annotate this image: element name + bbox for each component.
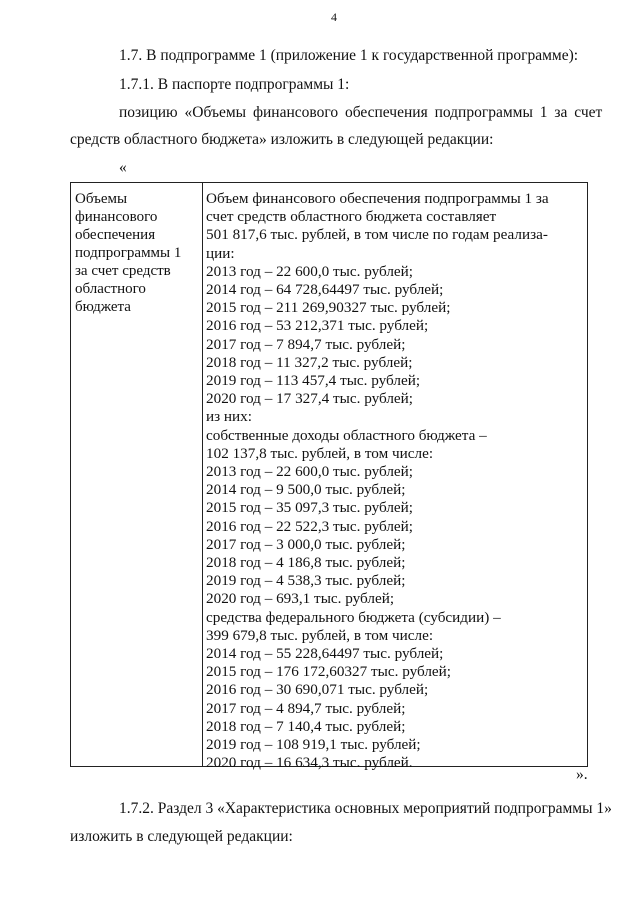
- value-line: 2017 год – 7 894,7 тыс. рублей;: [206, 335, 406, 353]
- label-line: финансового: [75, 209, 158, 225]
- value-line: 102 137,8 тыс. рублей, в том числе:: [206, 444, 434, 462]
- value-line: 2013 год – 22 600,0 тыс. рублей;: [206, 463, 414, 481]
- value-line: 2019 год – 113 457,4 тыс. рублей;: [206, 372, 421, 390]
- value-line: Объем финансового обеспечения подпрограммы 1 за: [206, 190, 549, 207]
- label-line: обеспечения: [75, 227, 156, 243]
- value-line: 2016 год – 22 522,3 тыс. рублей;: [206, 517, 414, 535]
- value-line: счет средств областного бюджета составляет: [206, 208, 497, 226]
- value-line: 2015 год – 176 172,60327 тыс. рублей;: [206, 663, 451, 681]
- opening-quote: «: [119, 159, 127, 176]
- value-line: 501 817,6 тыс. рублей, в том числе по годам реализа-: [206, 226, 548, 244]
- value-line: 399 679,8 тыс. рублей, в том числе:: [206, 626, 434, 644]
- value-line: 2016 год – 30 690,071 тыс. рублей;: [206, 681, 429, 699]
- value-line: из них:: [206, 408, 252, 426]
- value-line: 2018 год – 4 186,8 тыс. рублей;: [206, 554, 406, 572]
- value-line: ции:: [206, 244, 235, 262]
- value-line: 2015 год – 35 097,3 тыс. рублей;: [206, 499, 414, 517]
- value-line: 2014 год – 64 728,64497 тыс. рублей;: [206, 281, 444, 299]
- value-line: средства федерального бюджета (субсидии) –: [206, 608, 501, 626]
- label-line: за счет средств: [75, 263, 171, 279]
- table-column-divider: [202, 183, 203, 766]
- value-line: собственные доходы областного бюджета –: [206, 426, 487, 444]
- paragraph-position-line-1: позицию «Объемы финансового обеспечения подпрограммы 1 за счет: [119, 104, 603, 121]
- value-line: 2020 год – 693,1 тыс. рублей;: [206, 590, 395, 608]
- value-line: 2016 год – 53 212,371 тыс. рублей;: [206, 317, 429, 335]
- funding-table: [70, 182, 588, 772]
- value-line: 2018 год – 7 140,4 тыс. рублей;: [206, 717, 406, 735]
- paragraph-position-line-2: средств областного бюджета» изложить в следующей редакции:: [70, 131, 494, 148]
- paragraph-1-7: 1.7. В подпрограмме 1 (приложение 1 к государственной программе):: [119, 47, 579, 64]
- paragraph-1-7-2-line-1: 1.7.2. Раздел 3 «Характеристика основных мероприятий подпрограммы 1»: [119, 800, 612, 817]
- value-line: 2015 год – 211 269,90327 тыс. рублей;: [206, 299, 451, 317]
- label-line: областного: [75, 281, 146, 297]
- funding-table-value-cell: [206, 190, 586, 773]
- value-line: 2018 год – 11 327,2 тыс. рублей;: [206, 353, 413, 371]
- value-line: 2013 год – 22 600,0 тыс. рублей;: [206, 262, 414, 280]
- paragraph-1-7-1: 1.7.1. В паспорте подпрограммы 1:: [119, 76, 350, 93]
- value-line: 2017 год – 4 894,7 тыс. рублей;: [206, 699, 406, 717]
- value-line: 2019 год – 4 538,3 тыс. рублей;: [206, 572, 406, 590]
- paragraph-1-7-2-line-2: изложить в следующей редакции:: [70, 828, 293, 845]
- value-line: 2014 год – 9 500,0 тыс. рублей;: [206, 481, 406, 499]
- value-line: 2017 год – 3 000,0 тыс. рублей;: [206, 535, 406, 553]
- value-line: 2014 год – 55 228,64497 тыс. рублей;: [206, 645, 444, 663]
- value-line: 2020 год – 17 327,4 тыс. рублей;: [206, 390, 414, 408]
- value-line: 2020 год – 16 634,3 тыс. рублей.: [206, 754, 413, 772]
- value-line: 2019 год – 108 919,1 тыс. рублей;: [206, 736, 421, 754]
- label-line: Объемы: [75, 191, 128, 207]
- label-line: подпрограммы 1: [75, 245, 182, 261]
- label-line: бюджета: [75, 299, 131, 315]
- funding-table-label-cell: [75, 190, 199, 316]
- page-number: 4: [331, 10, 337, 24]
- closing-quote: ».: [576, 766, 588, 783]
